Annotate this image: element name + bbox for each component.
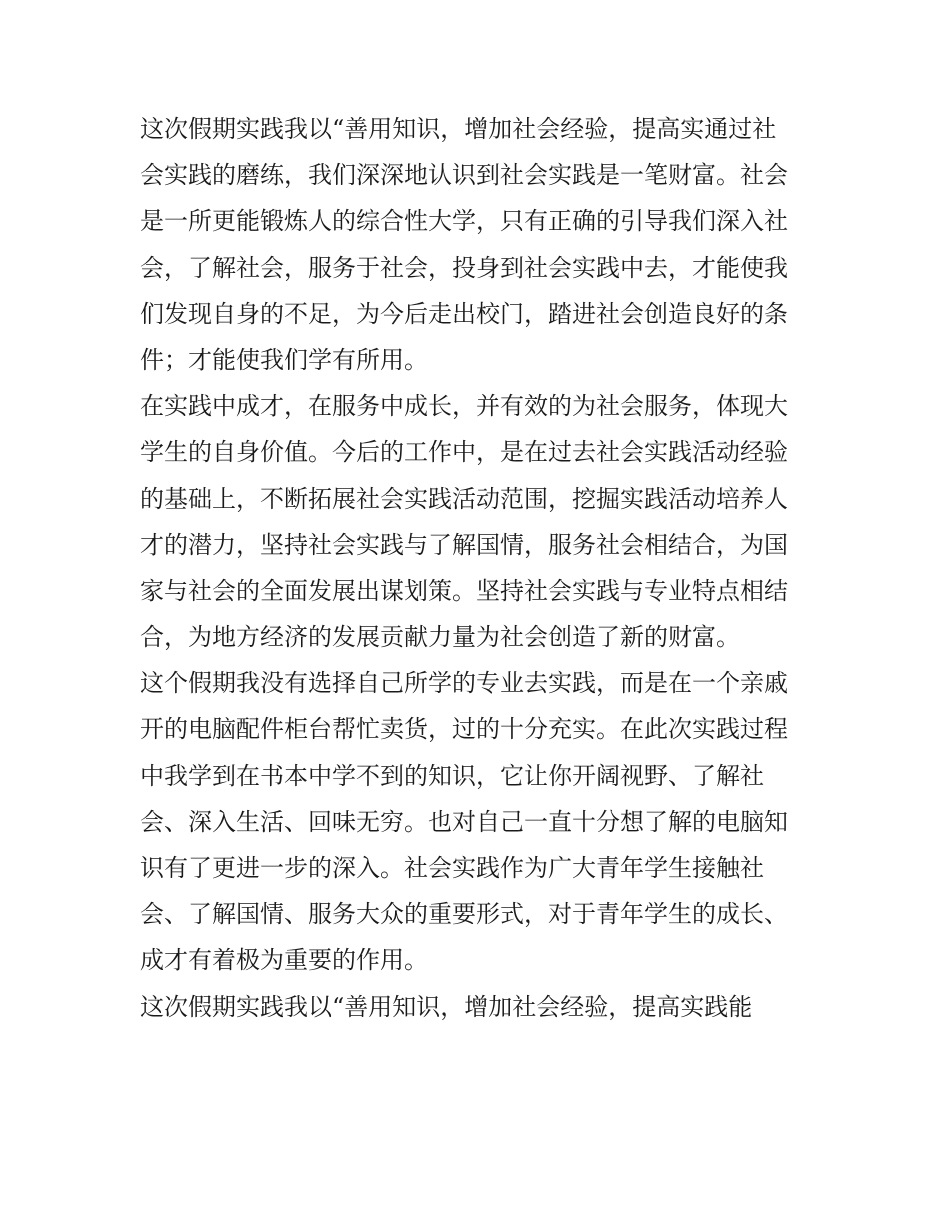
- text-line: 成才有着极为重要的作用。: [140, 946, 428, 975]
- text-line: 在实践中成才，在服务中成长，并有效的为社会服务，体现大: [140, 392, 788, 421]
- text-line: 才的潜力，坚持社会实践与了解国情，服务社会相结合，为国: [140, 530, 788, 559]
- text-line: 是一所更能锻炼人的综合性大学，只有正确的引导我们深入社: [140, 207, 788, 236]
- text-line: 会，了解社会，服务于社会，投身到社会实践中去，才能使我: [140, 253, 788, 282]
- text-line: 们发现自身的不足，为今后走出校门，踏进社会创造良好的条: [140, 299, 788, 328]
- text-line: 家与社会的全面发展出谋划策。坚持社会实践与专业特点相结: [140, 576, 788, 605]
- text-line: 的基础上，不断拓展社会实践活动范围，挖掘实践活动培养人: [140, 484, 788, 513]
- text-line: 会、了解国情、服务大众的重要形式，对于青年学生的成长、: [140, 900, 788, 929]
- document-body: [140, 106, 816, 1030]
- text-line: 中我学到在书本中学不到的知识，它让你开阔视野、了解社: [140, 761, 764, 790]
- text-line: 学生的自身价值。今后的工作中，是在过去社会实践活动经验: [140, 438, 788, 467]
- text-line: 合，为地方经济的发展贡献力量为社会创造了新的财富。: [140, 623, 740, 652]
- text-line: 会、深入生活、回味无穷。也对自己一直十分想了解的电脑知: [140, 807, 788, 836]
- text-line: 件；才能使我们学有所用。: [140, 345, 428, 374]
- text-line: 这次假期实践我以“善用知识，增加社会经验，提高实通过社: [140, 115, 777, 143]
- text-line: 这次假期实践我以“善用知识，增加社会经验，提高实践能: [140, 992, 753, 1021]
- text-line: 识有了更进一步的深入。社会实践作为广大青年学生接触社: [140, 854, 764, 882]
- text-line: 这个假期我没有选择自己所学的专业去实践，而是在一个亲戚: [140, 669, 788, 698]
- text-line: 会实践的磨练，我们深深地认识到社会实践是一笔财富。社会: [140, 161, 788, 190]
- text-line: 开的电脑配件柜台帮忙卖货，过的十分充实。在此次实践过程: [140, 715, 788, 744]
